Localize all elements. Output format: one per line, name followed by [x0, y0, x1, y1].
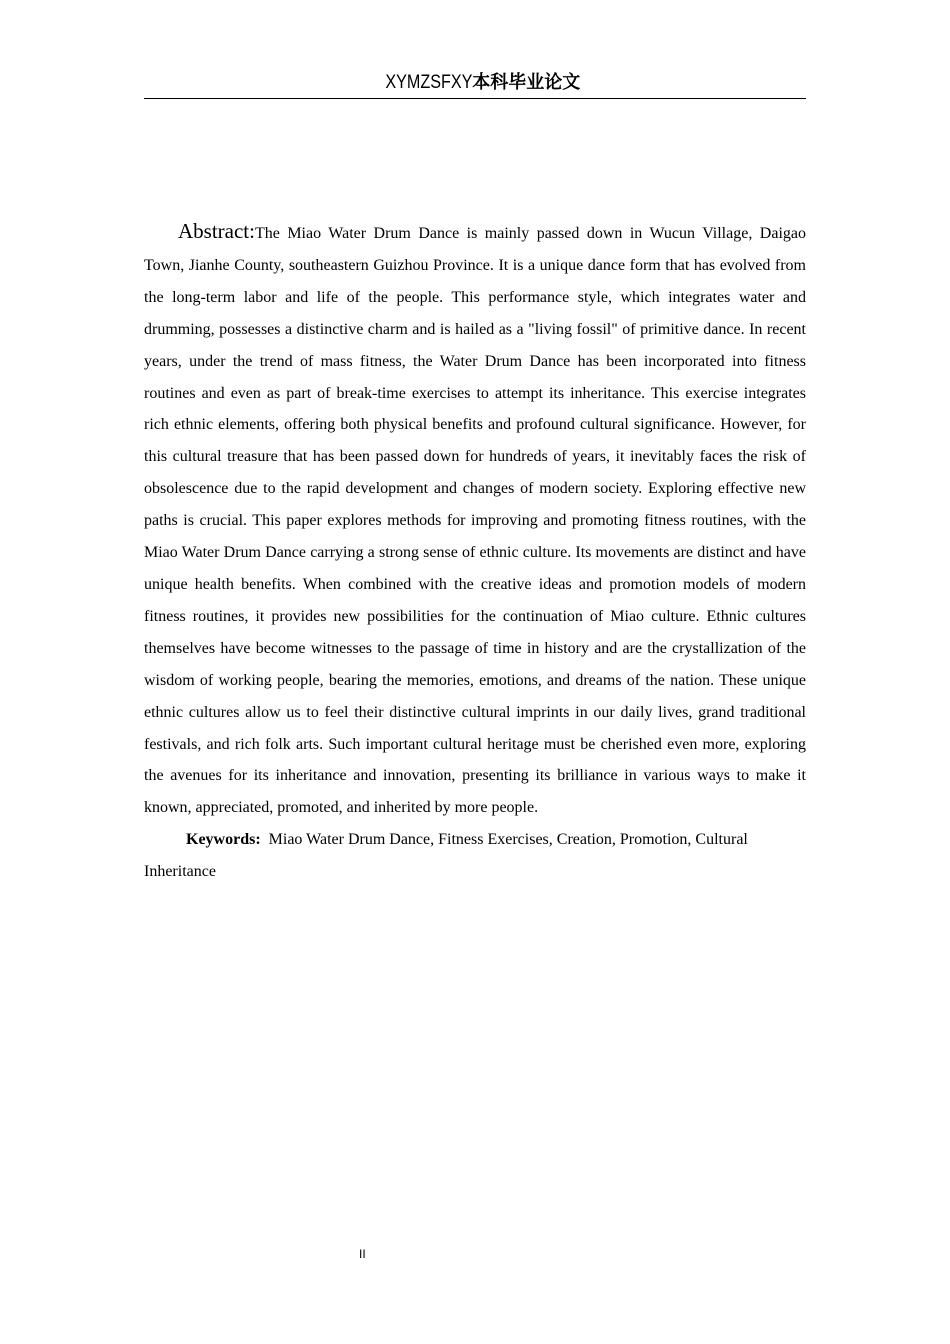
header-title-cjk: 本科毕业论文	[472, 72, 581, 93]
abstract-text: The Miao Water Drum Dance is mainly passed down in Wucun Village, Daigao Town, Jianhe County, southeastern Guizhou Province. It is a unique dance form that has evolved from the long-term labor and life of the people. This performance style, which integrates water and drumming, possesses a distinctive charm and is hailed as a "living fossil" of primitive dance. In recent years, under the trend of mass fitness, the Water Drum Dance has been incorporated into fitness routines and even as part of break-time exercises to attempt its inheritance. This exercise integrates rich ethnic elements, offering both physical benefits and profound cultural significance. However, for this cultural treasure that has been passed down for hundreds of years, it inevitably faces the risk of obsolescence due to the rapid development and changes of modern society. Exploring effective new paths is crucial. This paper explores methods for improving and promoting fitness routines, with the Miao Water Drum Dance carrying a strong sense of ethnic culture. Its movements are distinct and have unique health benefits. When combined with the creative ideas and promotion models of modern fitness routines, it provides new possibilities for the continuation of Miao culture. Ethnic cultures themselves have become witnesses to the passage of time in history and are the crystallization of the wisdom of working people, bearing the memories, emotions, and dreams of the nation. These unique ethnic cultures allow us to feel their distinctive cultural imprints in our daily lives, grand traditional festivals, and rich folk arts. Such important cultural heritage must be cherished even more, exploring the avenues for its inheritance and innovation, presenting its brilliance in various ways to make it known, appreciated, promoted, and inherited by more people.	[144, 225, 806, 817]
abstract-paragraph	[144, 216, 806, 824]
page-header	[144, 70, 806, 99]
header-title-latin: XYMZSFXY	[385, 72, 473, 93]
keywords-paragraph	[144, 824, 806, 888]
page-number: II	[359, 1247, 366, 1261]
keywords-text: Miao Water Drum Dance, Fitness Exercises, Creation, Promotion, Cultural Inheritance	[144, 831, 748, 881]
abstract-section	[144, 216, 806, 888]
keywords-label: Keywords:	[186, 831, 261, 849]
abstract-label: Abstract:	[178, 219, 255, 243]
header-title	[370, 70, 580, 96]
